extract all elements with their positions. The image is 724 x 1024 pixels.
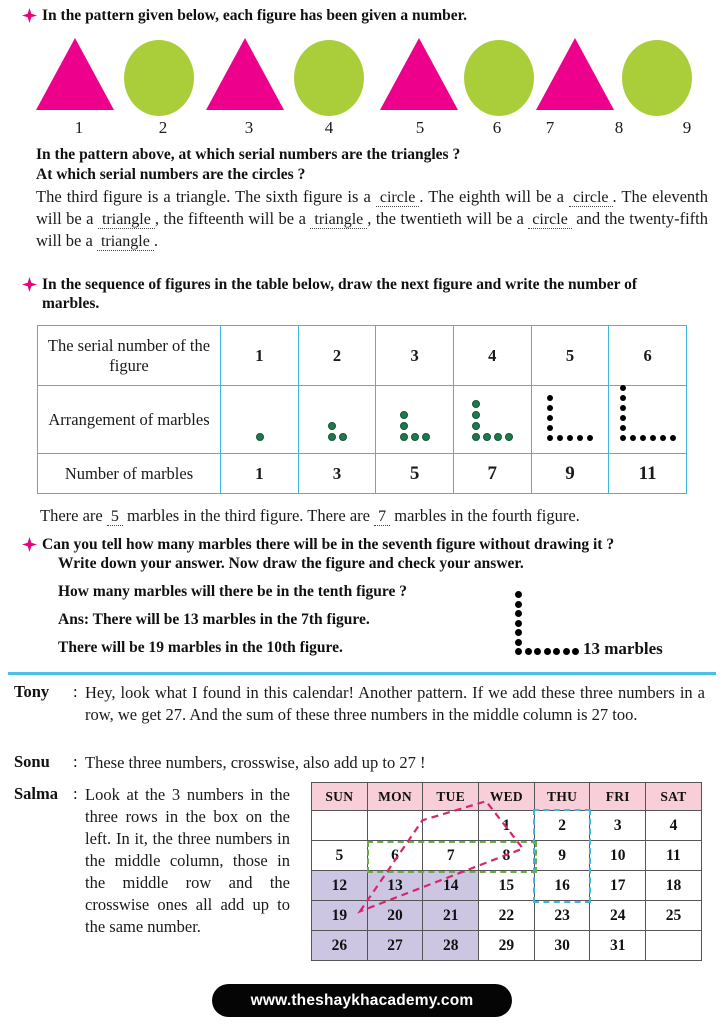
shape-number-6: 6: [492, 118, 502, 137]
calendar-day-6[interactable]: 6: [367, 841, 423, 871]
calendar-day-1[interactable]: 1: [479, 811, 535, 841]
marble-figure-2: [299, 386, 376, 453]
marble-dot: [472, 400, 480, 408]
marble-dot: [547, 405, 553, 411]
calendar-body: [312, 811, 702, 961]
marble-figure-6: [609, 386, 686, 453]
table-row-arrangement: [38, 386, 687, 454]
marble-dot: [472, 422, 480, 430]
calendar-day-31[interactable]: 31: [590, 931, 646, 961]
bullet-diamond-icon: [22, 277, 37, 292]
para-text-2: . The eighth will be a: [419, 187, 564, 206]
after-table-sentence: [40, 505, 705, 527]
count-cell-6[interactable]: 11: [609, 454, 687, 494]
day-header-tue: TUE: [423, 783, 479, 811]
day-header-sat: SAT: [646, 783, 702, 811]
marble-dot: [620, 425, 626, 431]
shape-number-1: 1: [74, 118, 84, 137]
shape-number-8: 8: [614, 118, 624, 137]
day-header-sun: SUN: [312, 783, 368, 811]
calendar-week-row: [312, 901, 702, 931]
calendar-day-empty: [367, 811, 423, 841]
calendar-day-14[interactable]: 14: [423, 871, 479, 901]
marble-dot: [422, 433, 430, 441]
marble-sequence-table: [37, 325, 687, 494]
circle-icon: [464, 40, 534, 116]
marble-dot: [494, 433, 502, 441]
calendar-day-8[interactable]: 8: [479, 841, 535, 871]
calendar-day-17[interactable]: 17: [590, 871, 646, 901]
speaker-name-sonu: Sonu: [14, 752, 50, 771]
calendar-day-28[interactable]: 28: [423, 931, 479, 961]
row-label-serial: The serial number of the figure: [38, 326, 221, 386]
section2-heading: In the sequence of figures in the table below, draw the next figure and write the number of marbles.: [42, 276, 638, 312]
day-header-thu: THU: [534, 783, 590, 811]
marble-dot: [620, 385, 626, 391]
para-text-3: . The eleventh will be a: [36, 187, 709, 228]
after-text-3: marbles in the fourth figure.: [394, 506, 580, 525]
calendar-day-empty: [646, 931, 702, 961]
marble-figure-4: [454, 386, 531, 453]
arrangement-cell-3: [376, 386, 454, 454]
answer-blank-fourth-figure[interactable]: 7: [374, 508, 390, 526]
serial-cell-3: 3: [376, 326, 454, 386]
marble-dot: [534, 648, 541, 655]
arrangement-cell-5[interactable]: [531, 386, 609, 454]
marble-dot: [328, 422, 336, 430]
calendar-widget: [311, 782, 701, 961]
shape-number-7: 7: [545, 118, 555, 137]
marble-dot: [660, 435, 666, 441]
calendar-day-9[interactable]: 9: [534, 841, 590, 871]
shape-number-5: 5: [415, 118, 425, 137]
marble-dot: [544, 648, 551, 655]
marble-dot: [525, 648, 532, 655]
speaker-name-tony: Tony: [14, 682, 50, 701]
serial-cell-1: 1: [221, 326, 299, 386]
shape-4: [290, 40, 368, 118]
answer-blank-4[interactable]: triangle: [310, 211, 367, 229]
marble-dot: [256, 433, 264, 441]
calendar-day-21[interactable]: 21: [423, 901, 479, 931]
count-cell-5[interactable]: 9: [531, 454, 609, 494]
para-text-4: , the fifteenth will be a: [154, 209, 306, 228]
marble-dot: [547, 415, 553, 421]
count-cell-4[interactable]: 7: [453, 454, 531, 494]
marble-dot: [547, 395, 553, 401]
circle-icon: [124, 40, 194, 116]
speaker-colon-sonu: :: [73, 752, 78, 771]
para-text-5: , the twentieth will be a: [367, 209, 524, 228]
calendar-week-row: [312, 811, 702, 841]
calendar-day-4[interactable]: 4: [646, 811, 702, 841]
shape-1: [36, 38, 114, 116]
marble-dot: [577, 435, 583, 441]
triangle-icon: [206, 38, 284, 110]
calendar-day-5[interactable]: 5: [312, 841, 368, 871]
calendar-day-empty: [423, 811, 479, 841]
marble-dot: [515, 639, 522, 646]
calendar-day-empty: [312, 811, 368, 841]
speaker-colon-tony: :: [73, 682, 78, 701]
speaker-text-sonu: These three numbers, crosswise, also add up to 27 !: [85, 753, 426, 772]
answer-blank-third-figure[interactable]: 5: [107, 508, 123, 526]
calendar-day-13[interactable]: 13: [367, 871, 423, 901]
triangle-icon: [380, 38, 458, 110]
circle-icon: [294, 40, 364, 116]
marble-dot: [411, 433, 419, 441]
calendar-day-7[interactable]: 7: [423, 841, 479, 871]
circle-icon: [622, 40, 692, 116]
speaker-name-salma: Salma: [14, 784, 59, 803]
calendar-day-15[interactable]: 15: [479, 871, 535, 901]
marble-dot: [587, 435, 593, 441]
marble-dot: [472, 433, 480, 441]
marble-dot: [547, 435, 553, 441]
calendar-day-20[interactable]: 20: [367, 901, 423, 931]
shape-5: [380, 38, 458, 116]
calendar-header-row: [312, 783, 702, 811]
calendar-day-16[interactable]: 16: [534, 871, 590, 901]
count-cell-2: 3: [298, 454, 376, 494]
fill-in-paragraph: [36, 186, 708, 252]
table-row-count: [38, 454, 687, 494]
day-header-fri: FRI: [590, 783, 646, 811]
para-text-6: and the twenty-fifth will be a: [36, 209, 709, 250]
marble-dot: [572, 648, 579, 655]
answer-blank-2[interactable]: circle: [569, 189, 613, 207]
calendar-day-29[interactable]: 29: [479, 931, 535, 961]
marble-dot: [515, 629, 522, 636]
marble-dot: [670, 435, 676, 441]
calendar-day-23[interactable]: 23: [534, 901, 590, 931]
drawn-figure-7: [505, 595, 705, 663]
marble-dot: [328, 433, 336, 441]
count-cell-1: 1: [221, 454, 299, 494]
para-text-1: The third figure is a triangle. The sixth figure is a: [36, 187, 371, 206]
section3-heading-line2: Write down your answer. Now draw the figure and check your answer.: [58, 555, 524, 572]
marble-dot: [339, 433, 347, 441]
calendar-day-10[interactable]: 10: [590, 841, 646, 871]
answer-blank-3[interactable]: triangle: [98, 211, 155, 229]
after-text-2: marbles in the third figure. There are: [127, 506, 370, 525]
marble-dot: [620, 405, 626, 411]
arrangement-cell-6[interactable]: [609, 386, 687, 454]
serial-cell-6: 6: [609, 326, 687, 386]
marble-dot: [557, 435, 563, 441]
marble-dot: [553, 648, 560, 655]
row-label-count: Number of marbles: [38, 454, 221, 494]
marble-dot: [515, 610, 522, 617]
marble-dot: [472, 411, 480, 419]
footer-url-pill[interactable]: [212, 984, 512, 1017]
section1-heading: In the pattern given below, each figure has been given a number.: [42, 7, 467, 24]
answer-blank-6[interactable]: triangle: [97, 233, 154, 251]
shape-number-4: 4: [324, 118, 334, 137]
marble-dot: [640, 435, 646, 441]
bullet-diamond-icon: [22, 537, 37, 552]
marble-dot: [515, 591, 522, 598]
figure7-label: 13 marbles: [583, 639, 663, 658]
bullet-diamond-icon: [22, 8, 37, 23]
answer-blank-1[interactable]: circle: [376, 189, 420, 207]
marble-dot: [630, 435, 636, 441]
para-text-7: .: [153, 231, 158, 250]
shape-pattern-row: [36, 38, 696, 116]
shape-number-row: [36, 118, 696, 140]
marble-dot: [563, 648, 570, 655]
section3-heading-line3: How many marbles will there be in the tenth figure ?: [58, 583, 408, 600]
calendar-table: [311, 782, 702, 961]
arrangement-cell-4: [453, 386, 531, 454]
calendar-day-18[interactable]: 18: [646, 871, 702, 901]
shape-6: [460, 40, 538, 118]
marble-figure-1: [221, 386, 298, 453]
answer-tenth-figure: There will be 19 marbles in the 10th figure.: [58, 639, 343, 656]
marble-dot: [567, 435, 573, 441]
question-circles: At which serial numbers are the circles ?: [36, 166, 306, 183]
answer-seventh-figure: Ans: There will be 13 marbles in the 7th figure.: [58, 611, 370, 628]
calendar-day-25[interactable]: 25: [646, 901, 702, 931]
shape-number-2: 2: [158, 118, 168, 137]
marble-dot: [400, 433, 408, 441]
answer-blank-5[interactable]: circle: [528, 211, 572, 229]
calendar-day-30[interactable]: 30: [534, 931, 590, 961]
marble-dot: [547, 425, 553, 431]
row-label-arrangement: Arrangement of marbles: [38, 386, 221, 454]
day-header-wed: WED: [479, 783, 535, 811]
marble-dot: [515, 648, 522, 655]
marble-figure-3: [376, 386, 453, 453]
speaker-text-salma: Look at the 3 numbers in the three rows in the box on the left. In it, the three numbers in the middle column, those in the middle row and the crosswise ones all add up to the same number.: [85, 785, 290, 936]
shape-2: [120, 40, 198, 118]
table-row-serial: [38, 326, 687, 386]
shape-3: [206, 38, 284, 116]
calendar-week-row: [312, 841, 702, 871]
footer-url-text: www.theshaykhacademy.com: [250, 991, 474, 1009]
serial-cell-4: 4: [453, 326, 531, 386]
calendar-day-12[interactable]: 12: [312, 871, 368, 901]
calendar-day-11[interactable]: 11: [646, 841, 702, 871]
calendar-day-3[interactable]: 3: [590, 811, 646, 841]
question-triangles: In the pattern above, at which serial numbers are the triangles ?: [36, 146, 461, 163]
calendar-week-row: [312, 871, 702, 901]
triangle-icon: [36, 38, 114, 110]
marble-dot: [505, 433, 513, 441]
arrangement-cell-2: [298, 386, 376, 454]
calendar-day-2[interactable]: 2: [534, 811, 590, 841]
calendar-day-26[interactable]: 26: [312, 931, 368, 961]
shape-number-9: 9: [682, 118, 692, 137]
marble-dot: [620, 415, 626, 421]
day-header-mon: MON: [367, 783, 423, 811]
triangle-icon: [536, 38, 614, 110]
calendar-day-27[interactable]: 27: [367, 931, 423, 961]
marble-dot: [400, 422, 408, 430]
count-cell-3[interactable]: 5: [376, 454, 454, 494]
calendar-day-22[interactable]: 22: [479, 901, 535, 931]
shape-number-3: 3: [244, 118, 254, 137]
marble-dot: [400, 411, 408, 419]
marble-dot: [483, 433, 491, 441]
marble-dot: [515, 601, 522, 608]
marble-figure-5: [532, 386, 609, 453]
serial-cell-5: 5: [531, 326, 609, 386]
marble-dot: [650, 435, 656, 441]
marble-dot: [620, 435, 626, 441]
marble-dot: [515, 620, 522, 627]
calendar-day-19[interactable]: 19: [312, 901, 368, 931]
shape-8: [618, 40, 696, 118]
arrangement-cell-1: [221, 386, 299, 454]
serial-cell-2: 2: [298, 326, 376, 386]
speaker-text-tony: Hey, look what I found in this calendar! Another pattern. If we add these three numbers in a row, we get 27. And the sum of these three numbers in the middle column is 27 too.: [85, 683, 705, 724]
speaker-colon-salma: :: [73, 784, 78, 803]
shape-7: [536, 38, 614, 116]
after-text-1: There are: [40, 506, 103, 525]
calendar-week-row: [312, 931, 702, 961]
marble-dot: [620, 395, 626, 401]
calendar-day-24[interactable]: 24: [590, 901, 646, 931]
section3-heading-line1: Can you tell how many marbles there will be in the seventh figure without drawing it ?: [42, 536, 615, 553]
section-divider: [8, 672, 716, 675]
